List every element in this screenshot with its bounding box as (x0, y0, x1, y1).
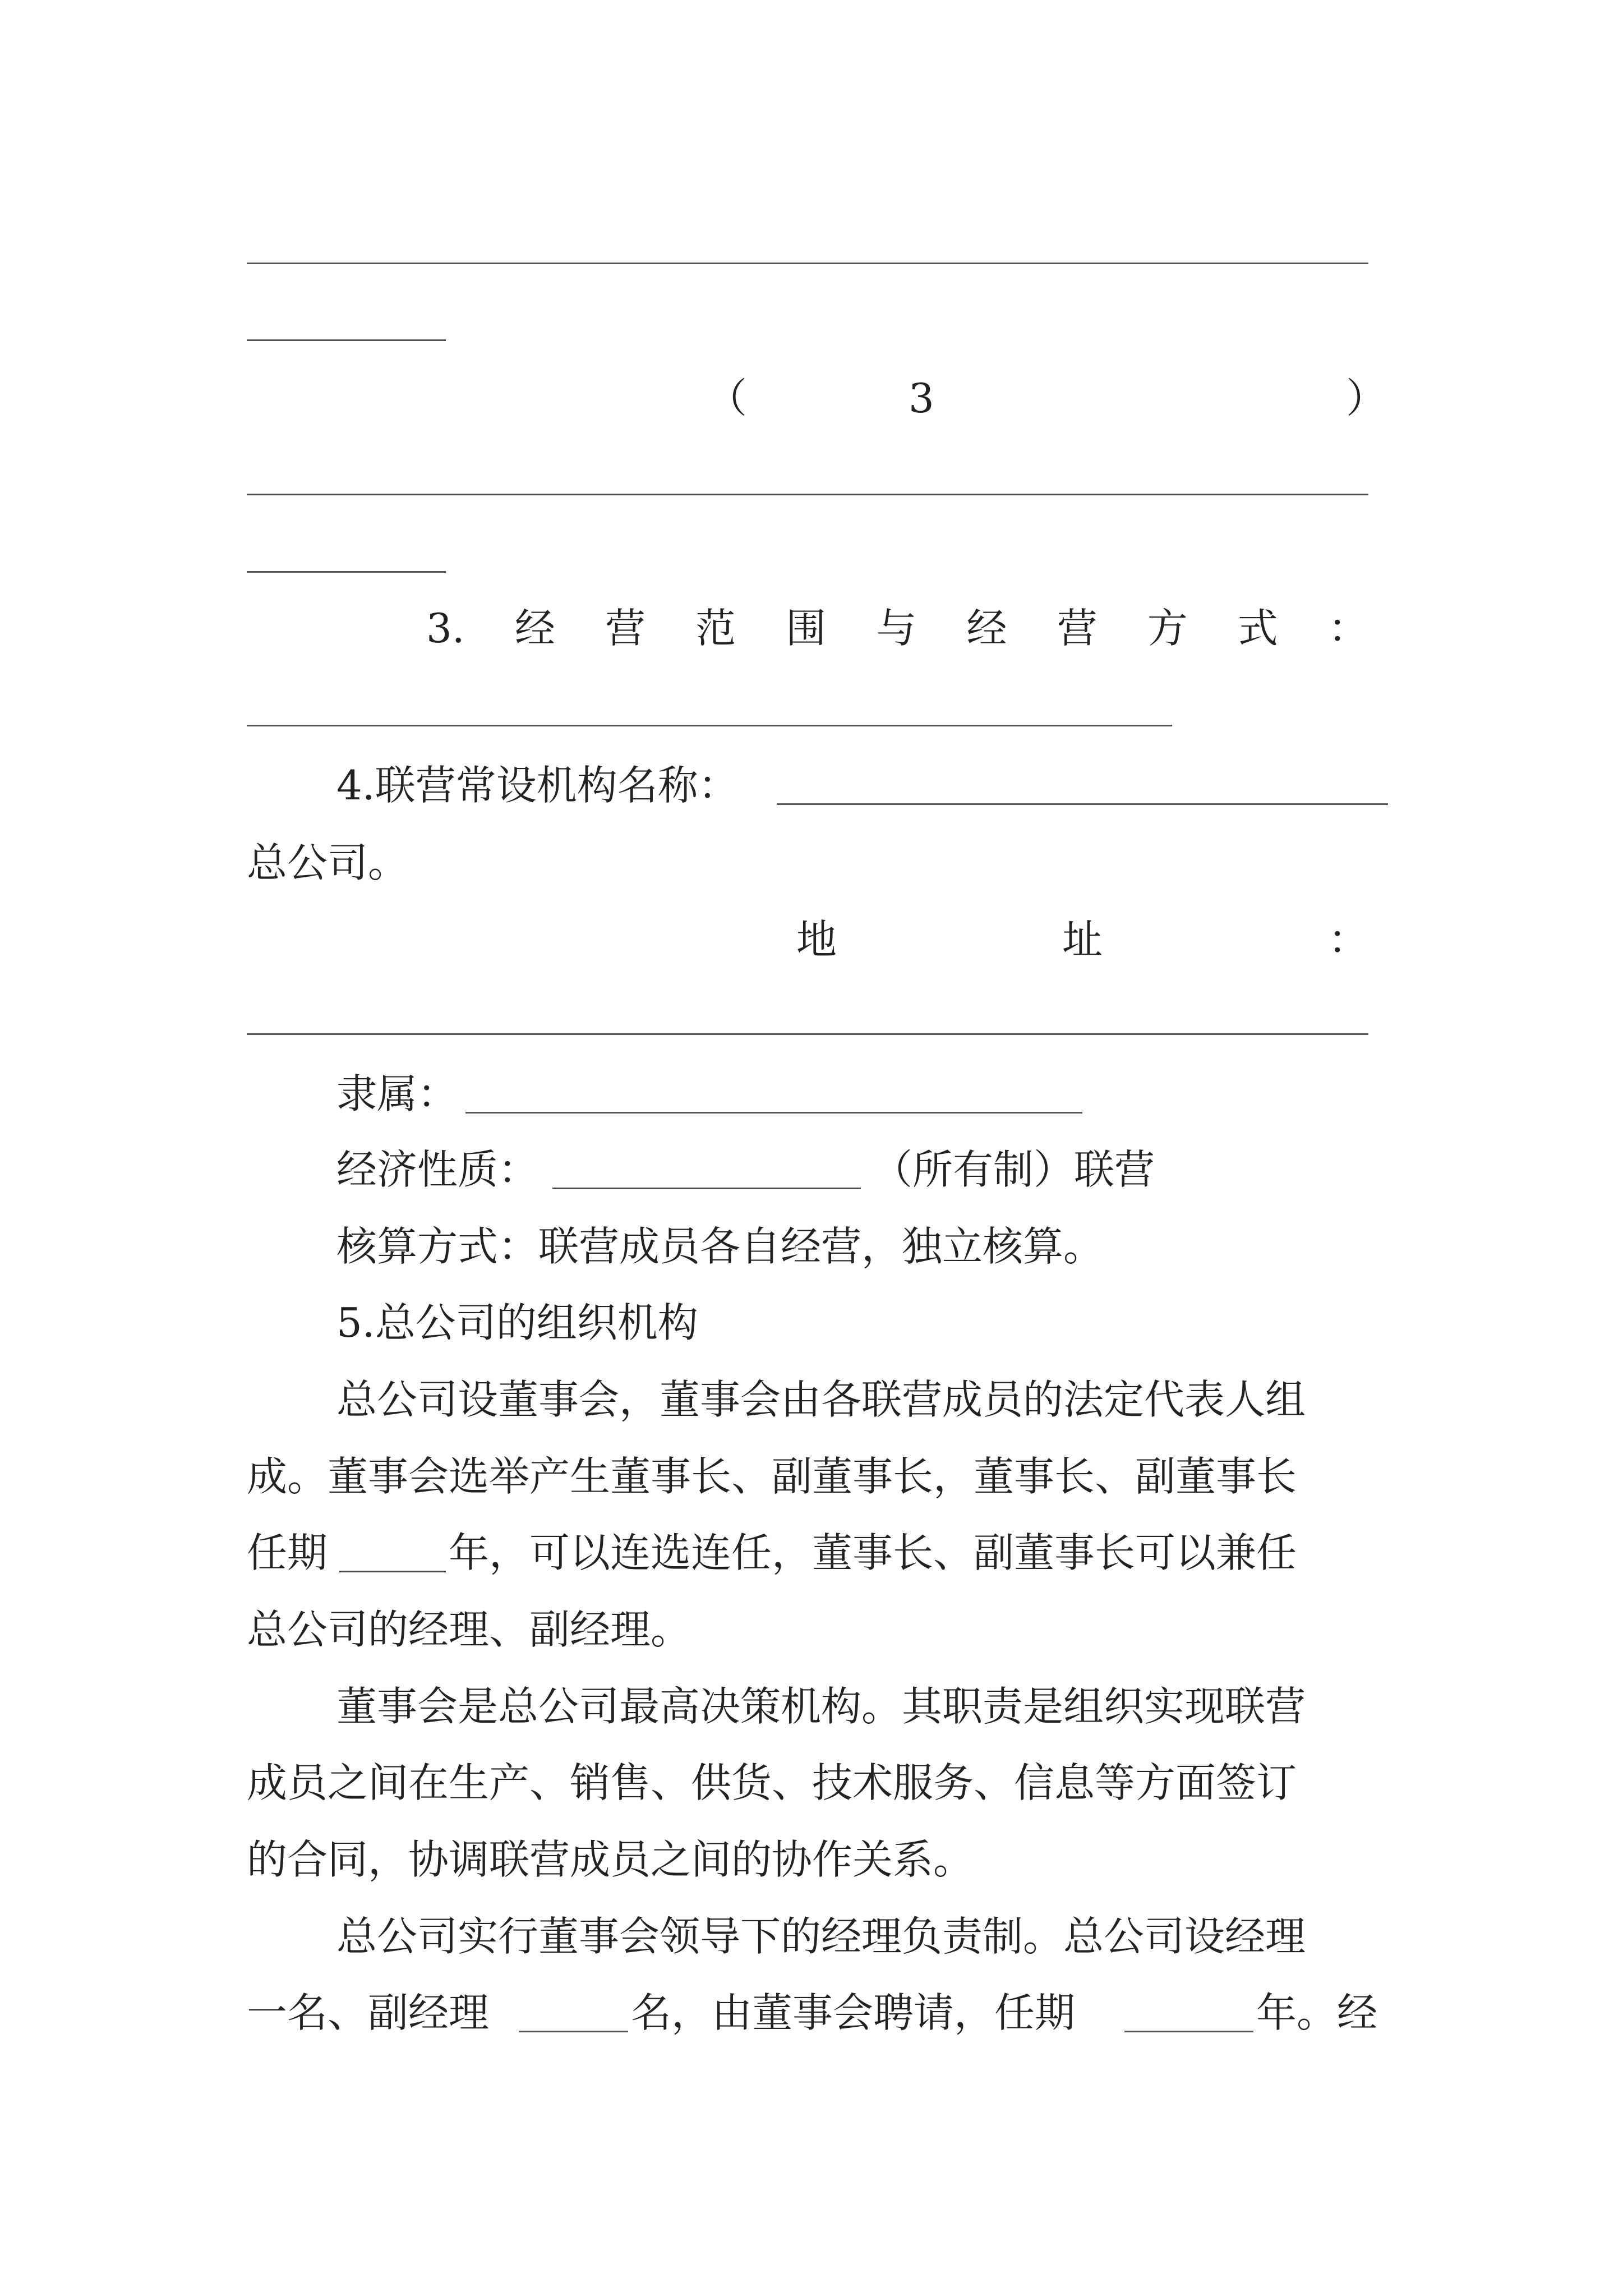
item-close-paren: ） (1346, 375, 1387, 422)
paragraph-line: 成。董事会选举产生董事长、副董事长，董事长、副董事长 (247, 1453, 1297, 1500)
accounting-line: 核算方式：联营成员各自经营，独立核算。 (336, 1223, 1104, 1270)
heading-char: 经 (514, 605, 555, 652)
blank-rule (552, 1188, 861, 1189)
blank-rule (247, 725, 1172, 726)
paragraph-line: 任期 (247, 1529, 328, 1576)
paragraph-line: 年。经 (1256, 1989, 1378, 2036)
blank-rule (465, 1112, 1082, 1114)
heading-char: 营 (1057, 605, 1098, 652)
item-open-paren: （ (707, 375, 748, 422)
heading-char: 经 (966, 605, 1007, 652)
affiliation-label: 隶属： (336, 1070, 458, 1117)
paragraph-line: 总公司设董事会，董事会由各联营成员的法定代表人组 (336, 1376, 1306, 1423)
address-label (796, 912, 1368, 968)
paragraph-line: 总公司实行董事会领导下的经理负责制。总公司设经理 (336, 1913, 1306, 1960)
economic-nature-suffix: （所有制）联营 (872, 1146, 1155, 1193)
paragraph-line: 成员之间在生产、销售、供货、技术服务、信息等方面签订 (247, 1759, 1297, 1806)
section-5-title: 5.总公司的组织机构 (336, 1299, 698, 1346)
office-name-label: 4.联营常设机构名称： (336, 762, 739, 809)
economic-nature-label: 经济性质： (336, 1146, 539, 1193)
office-name-suffix: 总公司。 (247, 839, 409, 886)
paragraph-line: 一名、副经理 (247, 1989, 490, 2036)
address-char: ： (1327, 916, 1368, 963)
blank-rule (519, 2031, 628, 2032)
paragraph-line: 董事会是总公司最高决策机构。其职责是组织实现联营 (336, 1683, 1306, 1730)
address-char: 址 (1062, 916, 1103, 963)
blank-rule (247, 1033, 1368, 1035)
heading-char: ： (1327, 605, 1368, 652)
paragraph-line: 的合同，协调联营成员之间的协作关系。 (247, 1836, 974, 1883)
address-char: 地 (796, 916, 837, 963)
heading-char: 围 (786, 605, 827, 652)
blank-rule (247, 571, 446, 573)
scope-heading (426, 600, 1368, 656)
blank-rule (777, 803, 1388, 805)
blank-rule (247, 494, 1368, 495)
paragraph-line: 总公司的经理、副经理。 (247, 1606, 691, 1653)
paragraph-line: 年，可以连选连任，董事长、副董事长可以兼任 (449, 1529, 1297, 1576)
blank-rule (247, 263, 1368, 264)
heading-char: 与 (876, 605, 917, 652)
heading-char: 式 (1237, 605, 1278, 652)
heading-char: 范 (695, 605, 736, 652)
paragraph-line: 名，由董事会聘请，任期 (631, 1989, 1076, 2036)
blank-rule (1124, 2031, 1253, 2032)
item-number: 3 (909, 375, 934, 422)
blank-rule (339, 1571, 446, 1572)
heading-char: 方 (1147, 605, 1188, 652)
heading-char: 3. (426, 605, 465, 652)
heading-char: 营 (605, 605, 645, 652)
blank-rule (247, 339, 446, 341)
